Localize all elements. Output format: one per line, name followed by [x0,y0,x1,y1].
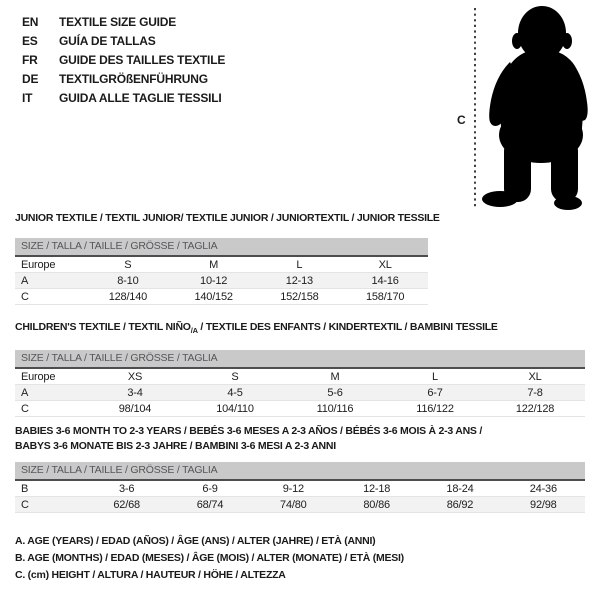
language-row [22,51,225,70]
size-value-cell: 68/74 [168,497,251,513]
size-value-cell: 128/140 [85,289,171,305]
section-junior [15,211,440,305]
language-label: GUIDE DES TAILLES TEXTILE [59,53,226,67]
language-code: IT [22,91,33,105]
height-label: C [457,113,466,127]
size-value-cell: 5-6 [285,385,385,401]
row-label-cell: A [15,385,85,401]
legend [15,533,404,584]
size-value-cell: S [85,257,171,273]
legend-line-c: C. (cm) HEIGHT / ALTURA / HAUTEUR / HÖHE / ALTEZZA [15,569,286,581]
size-value-cell: 4-5 [185,385,285,401]
size-value-cell: 80/86 [335,497,418,513]
language-code: EN [22,15,39,29]
table-row [15,257,428,273]
section-title: JUNIOR TEXTILE / TEXTIL JUNIOR/ TEXTILE JUNIOR / JUNIORTEXTIL / JUNIOR TESSILE [15,212,440,224]
size-value-cell: XS [85,369,185,385]
size-table-babies [15,481,585,513]
legend-line-b: B. AGE (MONTHS) / EDAD (MESES) / ÂGE (MOIS) / ALTER (MONATE) / ETÀ (MESI) [15,552,404,564]
size-value-cell: 140/152 [171,289,257,305]
size-header-bar: SIZE / TALLA / TAILLE / GRÖSSE / TAGLIA [15,238,428,257]
language-row [22,32,225,51]
section-title-part: / TEXTILE DES ENFANTS / KINDERTEXTIL / BAMBINI TESSILE [197,321,498,333]
size-value-cell: 104/110 [185,401,285,417]
language-row [22,89,225,108]
size-value-cell: 12-18 [335,481,418,497]
legend-line-a: A. AGE (YEARS) / EDAD (AÑOS) / ÂGE (ANS) / ALTER (JAHRE) / ETÀ (ANNI) [15,535,376,547]
size-value-cell: 110/116 [285,401,385,417]
section-title [15,320,585,338]
size-value-cell: 3-6 [85,481,168,497]
size-value-cell: 62/68 [85,497,168,513]
row-label-cell: Europe [15,369,85,385]
size-value-cell: 86/92 [418,497,501,513]
size-value-cell: 14-16 [342,273,428,289]
row-label-cell: A [15,273,85,289]
language-row [22,70,225,89]
table-row [15,497,585,513]
table-row [15,369,585,385]
row-label-cell: C [15,401,85,417]
baby-silhouette [482,6,588,210]
language-row [22,13,225,32]
language-list [22,13,225,108]
size-value-cell: S [185,369,285,385]
language-label: GUÍA DE TALLAS [59,34,156,48]
size-value-cell: XL [342,257,428,273]
size-value-cell: 24-36 [502,481,585,497]
size-value-cell: 158/170 [342,289,428,305]
size-value-cell: 6-7 [385,385,485,401]
size-value-cell: 92/98 [502,497,585,513]
size-value-cell: 74/80 [252,497,335,513]
language-code: DE [22,72,39,86]
size-header-bar: SIZE / TALLA / TAILLE / GRÖSSE / TAGLIA [15,350,585,369]
size-value-cell: 152/158 [257,289,343,305]
size-value-cell: M [285,369,385,385]
section-children [15,320,585,417]
language-label: TEXTILE SIZE GUIDE [59,15,177,29]
size-value-cell: 18-24 [418,481,501,497]
section-title-part: CHILDREN'S TEXTILE / TEXTIL NIÑO [15,321,191,333]
section-title-part: /A [190,326,198,336]
language-label: TEXTILGRÖßENFÜHRUNG [59,72,208,86]
size-table-children [15,369,585,417]
size-value-cell: 98/104 [85,401,185,417]
language-label: GUIDA ALLE TAGLIE TESSILI [59,91,222,105]
size-value-cell: 3-4 [85,385,185,401]
size-value-cell: 8-10 [85,273,171,289]
size-header-bar: SIZE / TALLA / TAILLE / GRÖSSE / TAGLIA [15,462,585,481]
section-title [15,424,585,454]
table-row [15,401,585,417]
language-code: FR [22,53,38,67]
size-value-cell: XL [485,369,585,385]
size-value-cell: 122/128 [485,401,585,417]
row-label-cell: C [15,497,85,513]
language-code: ES [22,34,38,48]
size-value-cell: L [257,257,343,273]
size-value-cell: 12-13 [257,273,343,289]
size-value-cell: 10-12 [171,273,257,289]
row-label-cell: B [15,481,85,497]
row-label-cell: C [15,289,85,305]
size-value-cell: L [385,369,485,385]
row-label-cell: Europe [15,257,85,273]
section-babies [15,424,585,513]
size-value-cell: 116/122 [385,401,485,417]
section-title-line: BABIES 3-6 MONTH TO 2-3 YEARS / BEBÉS 3-6 MESES A 2-3 AÑOS / BÉBÉS 3-6 MOIS À 2-3 ANS / [15,425,483,437]
table-row [15,289,428,305]
table-row [15,273,428,289]
table-row [15,481,585,497]
table-row [15,385,585,401]
size-value-cell: 7-8 [485,385,585,401]
size-figure [440,0,600,215]
size-value-cell: 6-9 [168,481,251,497]
section-title-line: BABYS 3-6 MONATE BIS 2-3 JAHRE / BAMBINI 3-6 MESI A 2-3 ANNI [15,440,336,452]
size-table-junior [15,257,428,305]
size-value-cell: 9-12 [252,481,335,497]
size-value-cell: M [171,257,257,273]
